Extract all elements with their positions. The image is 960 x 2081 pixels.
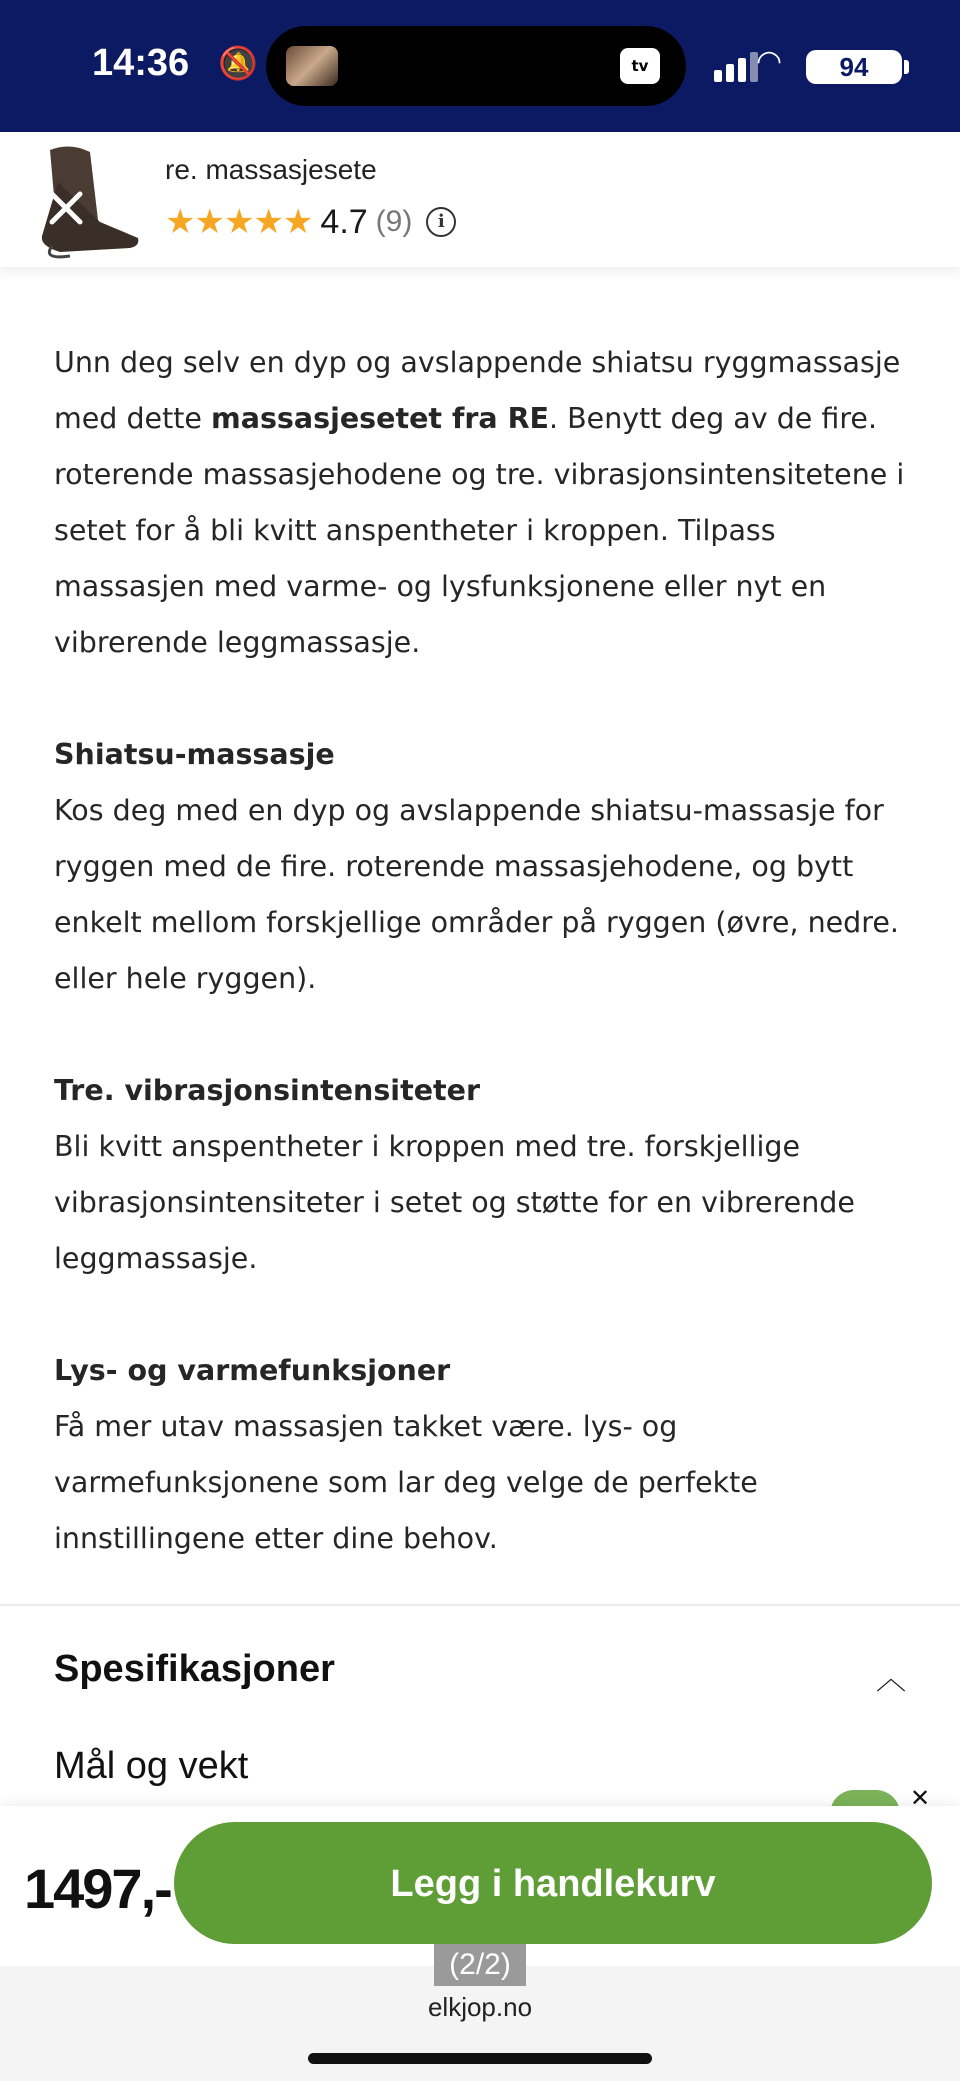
chevron-up-icon[interactable]: ︿ [876, 1662, 906, 1697]
intro-text-1: Unn deg selv en dyp og avslappende shiatsu ryggmassasje med dette [54, 346, 901, 435]
intro-text-2: . Benytt deg av de fire. roterende massasjehodene og tre. vibrasjonsintensitetene i setet for å bli kvitt anspentheter i kroppen. Tilpass massasjen med varme- og lysfunksjonene eller nyt en vibrerende leggmassasje. [54, 402, 905, 659]
section-light-heat [54, 1343, 914, 1567]
review-count[interactable]: (9) [375, 205, 413, 238]
info-icon[interactable]: i [426, 207, 456, 237]
section-heading: Lys- og varmefunksjoner [54, 1354, 451, 1387]
section-heading: Tre. vibrasjonsintensiteter [54, 1074, 481, 1107]
dynamic-island[interactable] [266, 26, 686, 106]
battery-level: 94 [839, 52, 869, 82]
battery-icon [806, 50, 902, 84]
close-promo-icon[interactable]: ✕ [910, 1784, 931, 1812]
rating-value: 4.7 [320, 202, 368, 241]
home-indicator[interactable] [308, 2053, 652, 2064]
product-header [0, 132, 960, 267]
intro-bold-text: massasjesetet fra RE [211, 402, 549, 435]
battery-cap [904, 60, 909, 74]
specifications-toggle[interactable]: Spesifikasjoner [54, 1648, 335, 1690]
apple-tv-icon [620, 48, 660, 84]
media-thumbnail [286, 46, 338, 86]
purchase-bar [0, 1806, 960, 1966]
section-heading: Shiatsu-massasje [54, 738, 335, 771]
page-counter: (2/2) [434, 1944, 526, 1986]
section-text: Bli kvitt anspentheter i kroppen med tre. forskjellige vibrasjonsintensiteter i setet og støtte for en vibrerende leggmassasje. [54, 1130, 855, 1275]
product-description [54, 335, 914, 1623]
rating-row[interactable] [165, 202, 456, 242]
status-bar [0, 0, 960, 132]
section-shiatsu [54, 727, 914, 1007]
bell-muted-icon: 🔕 [218, 44, 258, 82]
section-text: Få mer utav massasjen takket være. lys- og varmefunksjonene som lar deg velge de perfekte innstillingene etter dine behov. [54, 1410, 758, 1555]
product-name: re. massasjesete [165, 154, 377, 185]
specs-subsection-dimensions[interactable]: Mål og vekt [54, 1745, 249, 1787]
url-bar[interactable]: elkjop.no [427, 1992, 533, 2022]
product-thumbnail[interactable] [30, 142, 142, 260]
star-rating-icons: ★★★★★ [165, 203, 313, 241]
description-intro [54, 335, 914, 671]
cellular-signal-icon [714, 52, 762, 82]
clock: 14:36 [92, 42, 190, 84]
section-vibration [54, 1063, 914, 1287]
section-text: Kos deg med en dyp og avslappende shiatsu-massasje for ryggen med de fire. roterende massasjehodene, og bytt enkelt mellom forskjellige områder på ryggen (øvre, nedre. eller hele ryggen). [54, 794, 899, 995]
add-to-cart-button[interactable]: Legg i handlekurv [174, 1822, 932, 1944]
price: 1497,- [24, 1857, 171, 1920]
apple-tv-label: tv [631, 57, 649, 75]
divider [0, 1604, 960, 1606]
wifi-icon: ◠ [756, 44, 783, 79]
